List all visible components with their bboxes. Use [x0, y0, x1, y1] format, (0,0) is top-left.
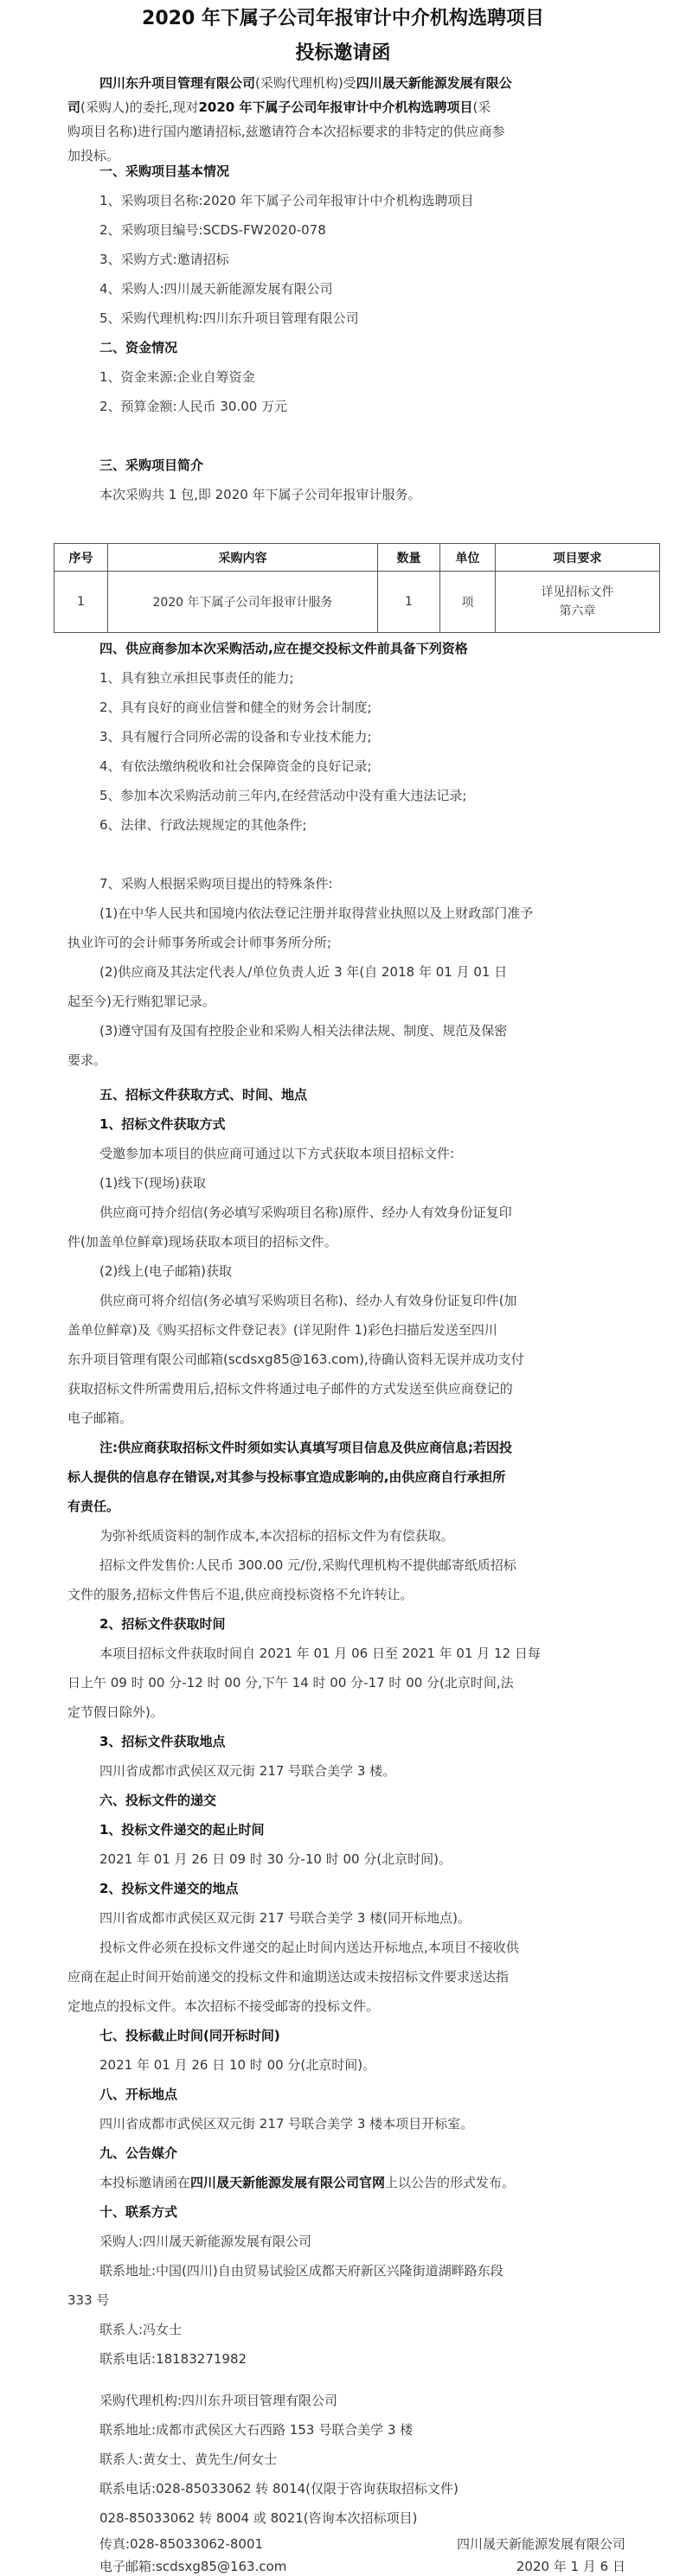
sec5-text: 四川省成都市武侯区双元街 217 号联合美学 3 楼。 [99, 1763, 396, 1779]
table-header: 数量 [378, 544, 440, 572]
footer-org: 四川晟天新能源发展有限公司 [456, 2536, 625, 2552]
sec5-subheading: 2、招标文件获取时间 [99, 1616, 226, 1632]
table-cell-unit: 项 [440, 572, 496, 633]
sec5-text: 受邀参加本项目的供应商可通过以下方式获取本项目招标文件: [99, 1146, 455, 1161]
requirement-line: 详见招标文件 [541, 585, 614, 599]
sec5-text: 本项目招标文件获取时间自 2021 年 01 月 06 日至 2021 年 01 月 12 日每 [99, 1646, 541, 1661]
intro-bold-run: 2020 年下属子公司年报审计中介机构选聘项目 [198, 99, 473, 115]
table-row [54, 572, 660, 633]
intro-line [99, 74, 512, 92]
sec4-sub-line: (1)在中华人民共和国境内依法登记注册并取得营业执照以及上财政部门准予 [99, 905, 534, 921]
sec5-text: (2)线上(电子邮箱)获取 [99, 1263, 232, 1279]
sec5-subheading: 1、招标文件获取方式 [99, 1116, 226, 1132]
section-3-heading: 三、采购项目简介 [99, 457, 204, 473]
sec9-text [99, 2174, 515, 2191]
contact-line: 电子邮箱:scdsxg85@163.com [99, 2559, 287, 2574]
sec1-item: 5、采购代理机构:四川东升项目管理有限公司 [99, 310, 359, 326]
section-1-heading: 一、采购项目基本情况 [99, 163, 230, 179]
intro-run: (采购代理机构)受 [255, 75, 356, 91]
sec4-item: 7、采购人根据采购项目提出的特殊条件: [99, 876, 333, 892]
sec5-text: (1)线下(现场)获取 [99, 1175, 206, 1191]
sec5-text: 为弥补纸质资料的制作成本,本次招标的招标文件为有偿获取。 [99, 1528, 454, 1544]
contact-line: 028-85033062 转 8004 或 8021(咨询本次招标项目) [99, 2510, 418, 2526]
table-header: 项目要求 [496, 544, 660, 572]
contact-line: 采购代理机构:四川东升项目管理有限公司 [99, 2393, 338, 2408]
intro-run: (采 [472, 99, 491, 115]
sec5-text: 供应商可将介绍信(务必填写采购项目名称)、经办人有效身份证复印件(加 [99, 1293, 517, 1308]
contact-line: 联系电话:18183271982 [99, 2351, 247, 2367]
contact-line: 联系人:黄女士、黄先生/何女士 [99, 2451, 278, 2467]
table-cell-content: 2020 年下属子公司年报审计服务 [108, 572, 378, 633]
sec5-notice: 有责任。 [67, 1499, 120, 1514]
table-header-row [54, 544, 660, 572]
sec5-text: 日上午 09 时 00 分-12 时 00 分,下午 14 时 00 分-17 时 00 分(北京时间,法 [67, 1675, 514, 1691]
section-2-heading: 二、资金情况 [99, 340, 178, 355]
sec5-text: 盖单位鲜章)及《购买招标文件登记表》(详见附件 1)彩色扫描后发送至四川 [67, 1322, 497, 1338]
table-header: 采购内容 [108, 544, 378, 572]
section-8-heading: 八、开标地点 [99, 2087, 178, 2102]
sec4-item: 6、法律、行政法规规定的其他条件; [99, 817, 307, 833]
section-9-heading: 九、公告媒介 [99, 2145, 178, 2161]
sec9-website: 四川晟天新能源发展有限公司官网 [190, 2175, 386, 2190]
sec4-sub-line: 执业许可的会计师事务所或会计师事务所分所; [67, 935, 332, 950]
procurement-table [54, 543, 660, 633]
section-7-heading: 七、投标截止时间(同开标时间) [99, 2028, 280, 2043]
contact-line: 联系电话:028-85033062 转 8014(仅限于咨询获取招标文件) [99, 2481, 458, 2496]
sec1-item: 3、采购方式:邀请招标 [99, 252, 229, 267]
intro-line [67, 99, 490, 116]
contact-line: 333 号 [67, 2292, 110, 2308]
intro-line [67, 123, 505, 140]
table-header: 单位 [440, 544, 496, 572]
sec5-notice: 标人提供的信息存在错误,对其参与投标事宜造成影响的,由供应商自行承担所 [67, 1469, 506, 1485]
sec6-subheading: 1、投标文件递交的起止时间 [99, 1822, 265, 1838]
intro-run: 加投标。 [67, 148, 120, 163]
sec1-item: 2、采购项目编号:SCDS-FW2020-078 [99, 222, 326, 238]
sec4-sub-line: 要求。 [67, 1052, 107, 1068]
sec4-sub-line: (2)供应商及其法定代表人/单位负责人近 3 年(自 2018 年 01 月 01 日 [99, 964, 508, 980]
document-subtitle: 投标邀请函 [295, 42, 391, 64]
intro-bold-run: 四川东升项目管理有限公司 [99, 75, 256, 91]
section-5-heading: 五、招标文件获取方式、时间、地点 [99, 1087, 308, 1103]
intro-run: (采购人)的委托,现对 [80, 99, 199, 115]
sec6-text: 应商在起止时间开始前递交的投标文件和逾期送达或未按招标文件要求送达指 [67, 1969, 510, 1985]
sec4-item: 5、参加本次采购活动前三年内,在经营活动中没有重大违法记录; [99, 788, 467, 803]
sec6-text: 定地点的投标文件。本次招标不接受邮寄的投标文件。 [67, 1998, 380, 2014]
intro-line [67, 147, 119, 164]
sec5-text: 东升项目管理有限公司邮箱(scdsxg85@163.com),待确认资料无误并成功支付 [67, 1352, 524, 1367]
sec5-text: 供应商可持介绍信(务必填写采购项目名称)原件、经办人有效身份证复印 [99, 1205, 512, 1220]
sec6-text: 2021 年 01 月 26 日 09 时 30 分-10 时 00 分(北京时间)。 [99, 1851, 452, 1867]
sec6-text: 四川省成都市武侯区双元街 217 号联合美学 3 楼(同开标地点)。 [99, 1910, 471, 1926]
sec5-subheading: 3、招标文件获取地点 [99, 1734, 226, 1749]
sec4-item: 4、有依法缴纳税收和社会保障资金的良好记录; [99, 758, 372, 774]
sec8-text: 四川省成都市武侯区双元街 217 号联合美学 3 楼本项目开标室。 [99, 2116, 474, 2132]
sec9-post: 上以公告的形式发布。 [385, 2175, 516, 2190]
sec9-pre: 本投标邀请函在 [99, 2175, 191, 2190]
section-4-heading: 四、供应商参加本次采购活动,应在提交投标文件前具备下列资格 [99, 641, 468, 656]
section-10-heading: 十、联系方式 [99, 2204, 178, 2220]
sec2-item: 1、资金来源:企业自筹资金 [99, 369, 255, 385]
document-title: 2020 年下属子公司年报审计中介机构选聘项目 [142, 8, 544, 29]
sec5-text: 定节假日除外)。 [67, 1704, 163, 1720]
sec4-item: 2、具有良好的商业信誉和健全的财务会计制度; [99, 700, 372, 715]
contact-line: 联系地址:成都市武侯区大石西路 153 号联合美学 3 楼 [99, 2422, 414, 2438]
sec1-item: 4、采购人:四川晟天新能源发展有限公司 [99, 281, 333, 297]
intro-bold-run: 司 [67, 99, 81, 115]
contact-line: 传真:028-85033062-8001 [99, 2536, 264, 2552]
sec5-notice: 注:供应商获取招标文件时须如实认真填写项目信息及供应商信息;若因投 [99, 1440, 513, 1455]
contact-line: 采购人:四川晟天新能源发展有限公司 [99, 2234, 312, 2249]
sec5-text: 招标文件发售价:人民币 300.00 元/份,采购代理机构不提供邮寄纸质招标 [99, 1557, 516, 1573]
sec5-text: 件(加盖单位鲜章)现场获取本项目的招标文件。 [67, 1234, 337, 1250]
table-header: 序号 [54, 544, 108, 572]
sec4-sub-line: 起至今)无行贿犯罪记录。 [67, 994, 215, 1009]
sec6-text: 投标文件必须在投标文件递交的起止时间内送达开标地点,本项目不接收供 [99, 1940, 519, 1955]
section-6-heading: 六、投标文件的递交 [99, 1793, 217, 1808]
intro-run: 购项目名称)进行国内邀请招标,兹邀请符合本次招标要求的非特定的供应商参 [67, 124, 505, 139]
table-cell-qty: 1 [378, 572, 440, 633]
sec4-sub-line: (3)遵守国有及国有控股企业和采购人相关法律法规、制度、规范及保密 [99, 1023, 508, 1039]
sec5-text: 电子邮箱。 [67, 1410, 133, 1426]
requirement-line: 第六章 [559, 604, 596, 618]
sec5-text: 文件的服务,招标文件售后不退,供应商投标资格不允许转让。 [67, 1587, 414, 1602]
sec1-item: 1、采购项目名称:2020 年下属子公司年报审计中介机构选聘项目 [99, 193, 474, 208]
sec6-subheading: 2、投标文件递交的地点 [99, 1881, 239, 1896]
sec4-item: 3、具有履行合同所必需的设备和专业技术能力; [99, 729, 372, 745]
sec2-item: 2、预算金额:人民币 30.00 万元 [99, 399, 288, 414]
footer-date: 2020 年 1 月 6 日 [516, 2559, 625, 2574]
intro-bold-run: 四川晟天新能源发展有限公 [356, 75, 512, 91]
table-cell-requirement [496, 572, 660, 633]
contact-line: 联系人:冯女士 [99, 2322, 183, 2337]
contact-line: 联系地址:中国(四川)自由贸易试验区成都天府新区兴隆街道湖畔路东段 [99, 2263, 503, 2279]
sec5-text: 获取招标文件所需费用后,招标文件将通过电子邮件的方式发送至供应商登记的 [67, 1381, 513, 1397]
sec3-summary: 本次采购共 1 包,即 2020 年下属子公司年报审计服务。 [99, 487, 421, 502]
sec4-item: 1、具有独立承担民事责任的能力; [99, 670, 294, 686]
sec7-text: 2021 年 01 月 26 日 10 时 00 分(北京时间)。 [99, 2057, 376, 2073]
table-cell-no: 1 [54, 572, 108, 633]
